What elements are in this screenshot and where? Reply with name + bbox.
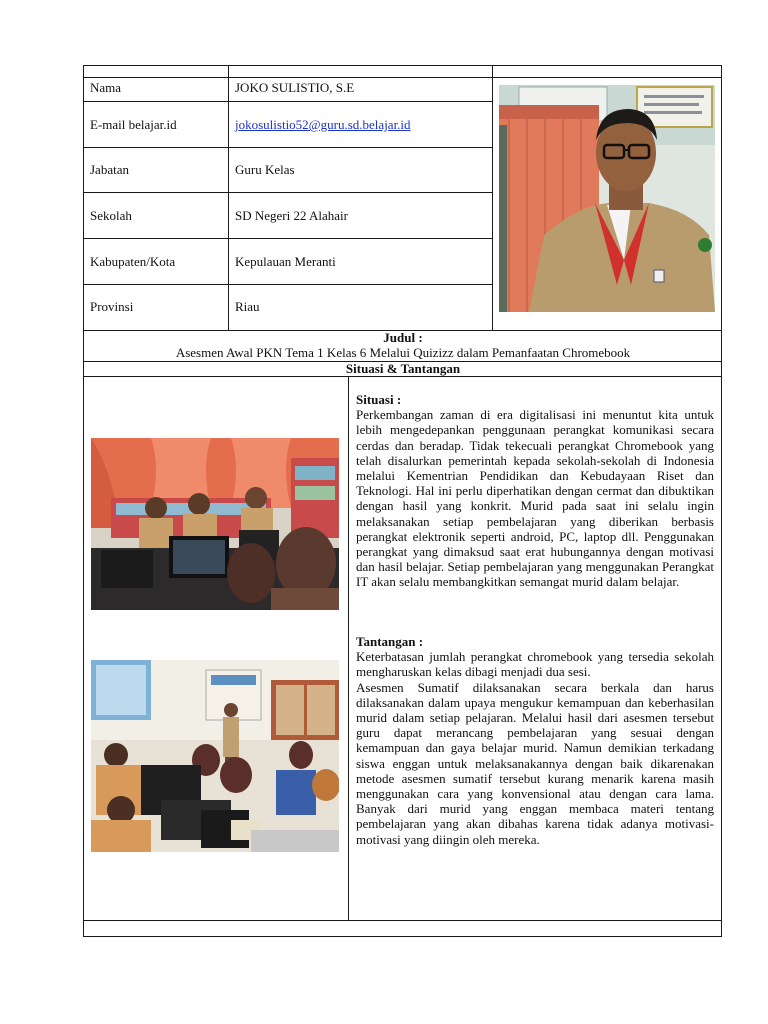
value-kabupaten: Kepulauan Meranti	[235, 254, 336, 269]
table-col-line	[228, 65, 229, 331]
label-kabupaten: Kabupaten/Kota	[90, 254, 176, 269]
situasi-block	[356, 392, 714, 590]
tantangan-paragraph: Keterbatasan jumlah perangkat chromebook yang tersedia sekolah mengharuskan kelas dibagi menjadi dua sesi.	[356, 649, 714, 680]
judul-heading: Judul :	[383, 330, 423, 345]
label-email: E-mail belajar.id	[90, 117, 177, 132]
label-provinsi: Provinsi	[90, 299, 134, 314]
table-row-line	[83, 284, 493, 285]
judul-text: Asesmen Awal PKN Tema 1 Kelas 6 Melalui Quizizz dalam Pemanfaatan Chromebook	[175, 345, 631, 360]
tantangan-heading: Tantangan :	[356, 634, 424, 649]
value-nama: JOKO SULISTIO, S.E	[235, 80, 355, 95]
value-provinsi: Riau	[235, 299, 260, 314]
email-link[interactable]: jokosulistio52@guru.sd.belajar.id	[235, 117, 411, 132]
table-row-line	[83, 77, 722, 78]
table-border-top	[83, 65, 722, 66]
situasi-heading: Situasi :	[356, 392, 402, 407]
table-border-bottom	[83, 936, 722, 937]
value-sekolah: SD Negeri 22 Alahair	[235, 208, 349, 223]
table-col-line	[348, 376, 349, 921]
tantangan-paragraph: Asesmen Sumatif dilaksanakan secara berkala dan harus dilaksanakan dalam upaya mengukur kemampuan dan keberhasilan murid dalam setiap pelajaran. Melalui hasil dari asesmen tersebut guru dapat merancang pembelajaran yang sesuai dengan kemampuan dan gaya belajar murid. Namun demikian terkadang siswa enggan untuk melaksanakannya dengan baik dikarenakan metode asesmen sumatif tersebut kurang menarik karena masih menggunakan cara yang konvensional atau dengan cara lama. Banyak dari murid yang enggan membaca materi tentang pembelajaran yang akan dibahas karena tidak adanya motivasi-motivasi yang diingin oleh mereka.	[356, 679, 714, 847]
table-row-line	[83, 238, 493, 239]
teacher-portrait-photo	[499, 85, 715, 312]
table-row-line	[83, 192, 493, 193]
label-jabatan: Jabatan	[90, 162, 129, 177]
tantangan-block	[356, 634, 714, 847]
table-row-line	[83, 147, 493, 148]
classroom-session-photo	[91, 660, 339, 852]
table-border-left	[83, 65, 84, 937]
table-row-line	[83, 920, 722, 921]
value-jabatan: Guru Kelas	[235, 162, 295, 177]
table-border-right	[721, 65, 722, 937]
table-row-line	[83, 101, 493, 102]
table-row-line	[83, 376, 722, 377]
students-chromebook-photo	[91, 438, 339, 610]
label-nama: Nama	[90, 80, 122, 95]
label-sekolah: Sekolah	[90, 208, 132, 223]
situasi-text: Perkembangan zaman di era digitalisasi ini menuntut kita untuk lebih mengedepankan penggunaan perangkat komunikasi secara cerdas dan beradap. Tidak tekecuali perangkat Chromebook yang telah disalurkan pemerintah kepada sekolah-sekolah di Indonesia melalui Kementrian Pendidikan dan Kebudayaan Riset dan Teknologi. Hal ini perlu diperhatikan dengan cermat dan dibuktikan dengan hasil yang konkrit. Murid pada saat ini selalu ingin melaksanakan setiap pembelajaran yang diberikan berbasis perangkat elektronik seperti android, PC, laptop dll. Penggunakan perangkat yang dimaksud saat erat hubungannya dengan motivasi dan hasil belajar. Setiap pembelajaran yang menggunakan Perangkat IT akan selalu membangkitkan semangat murid dalam belajar.	[356, 407, 714, 590]
section-title: Situasi & Tantangan	[345, 361, 461, 376]
table-col-line	[492, 65, 493, 331]
